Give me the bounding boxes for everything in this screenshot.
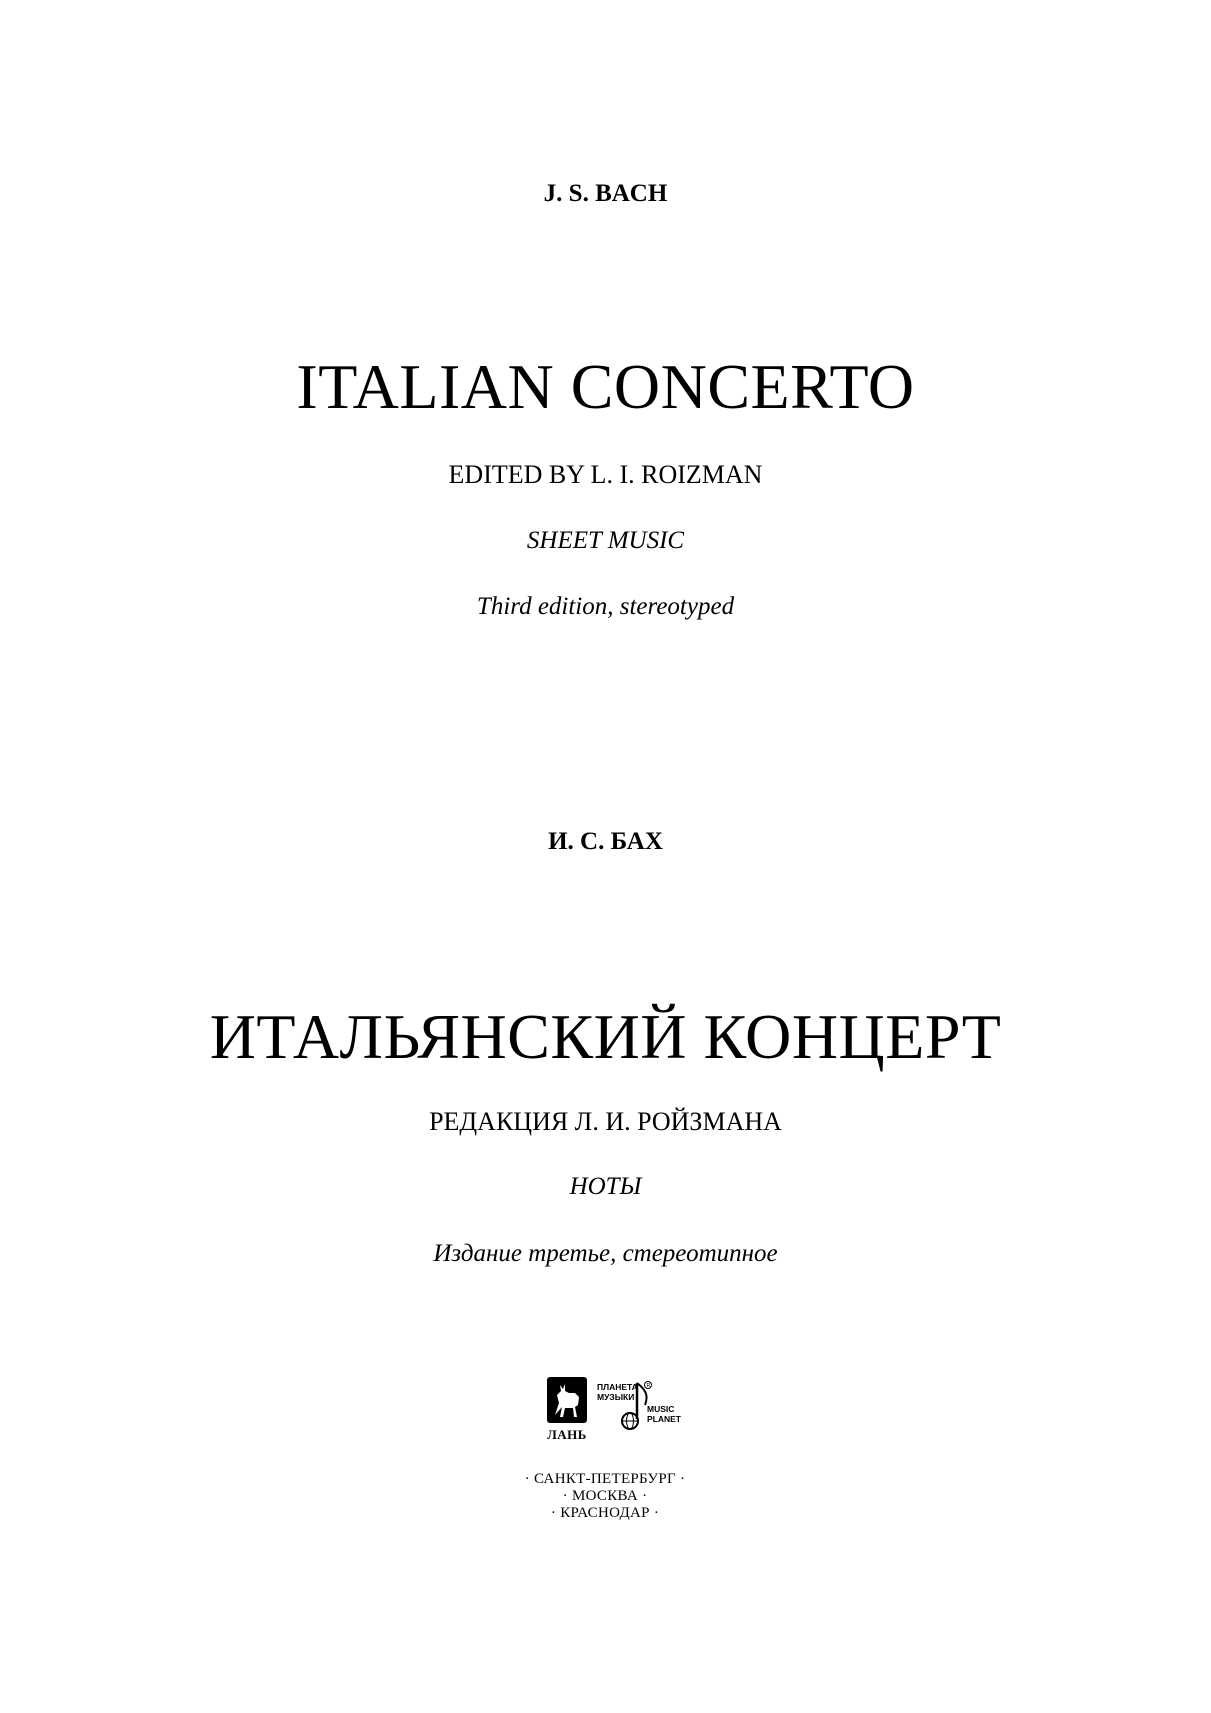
russian-kind: НОТЫ: [569, 1173, 642, 1200]
publisher-block: [505, 1375, 705, 1525]
english-editor: EDITED BY L. I. ROIZMAN: [448, 460, 763, 489]
city-line: · САНКТ-ПЕТЕРБУРГ ·: [524, 1471, 686, 1487]
planet-en-line2: PLANET: [647, 1414, 681, 1424]
planet-ru-line1: ПЛАНЕТА: [597, 1382, 638, 1392]
city-line: · МОСКВА ·: [562, 1488, 648, 1504]
planet-ru-line2: МУЗЫКИ: [597, 1392, 635, 1402]
english-kind: SHEET MUSIC: [526, 527, 685, 554]
russian-title: ИТАЛЬЯНСКИЙ КОНЦЕРТ: [209, 1001, 1002, 1072]
svg-text:R: R: [646, 1383, 651, 1389]
russian-edition: Издание третье, стереотипное: [433, 1240, 778, 1267]
english-title: ITALIAN CONCERTO: [296, 351, 915, 422]
lan-logo-text: ЛАНЬ: [547, 1427, 587, 1442]
english-author: J. S. BACH: [543, 180, 668, 207]
city-line: · КРАСНОДАР ·: [550, 1505, 660, 1521]
russian-author: И. С. БАХ: [548, 828, 663, 855]
russian-editor: РЕДАКЦИЯ Л. И. РОЙЗМАНА: [429, 1107, 782, 1136]
english-edition: Third edition, stereotyped: [476, 593, 735, 620]
planet-en-line1: MUSIC: [647, 1404, 675, 1414]
